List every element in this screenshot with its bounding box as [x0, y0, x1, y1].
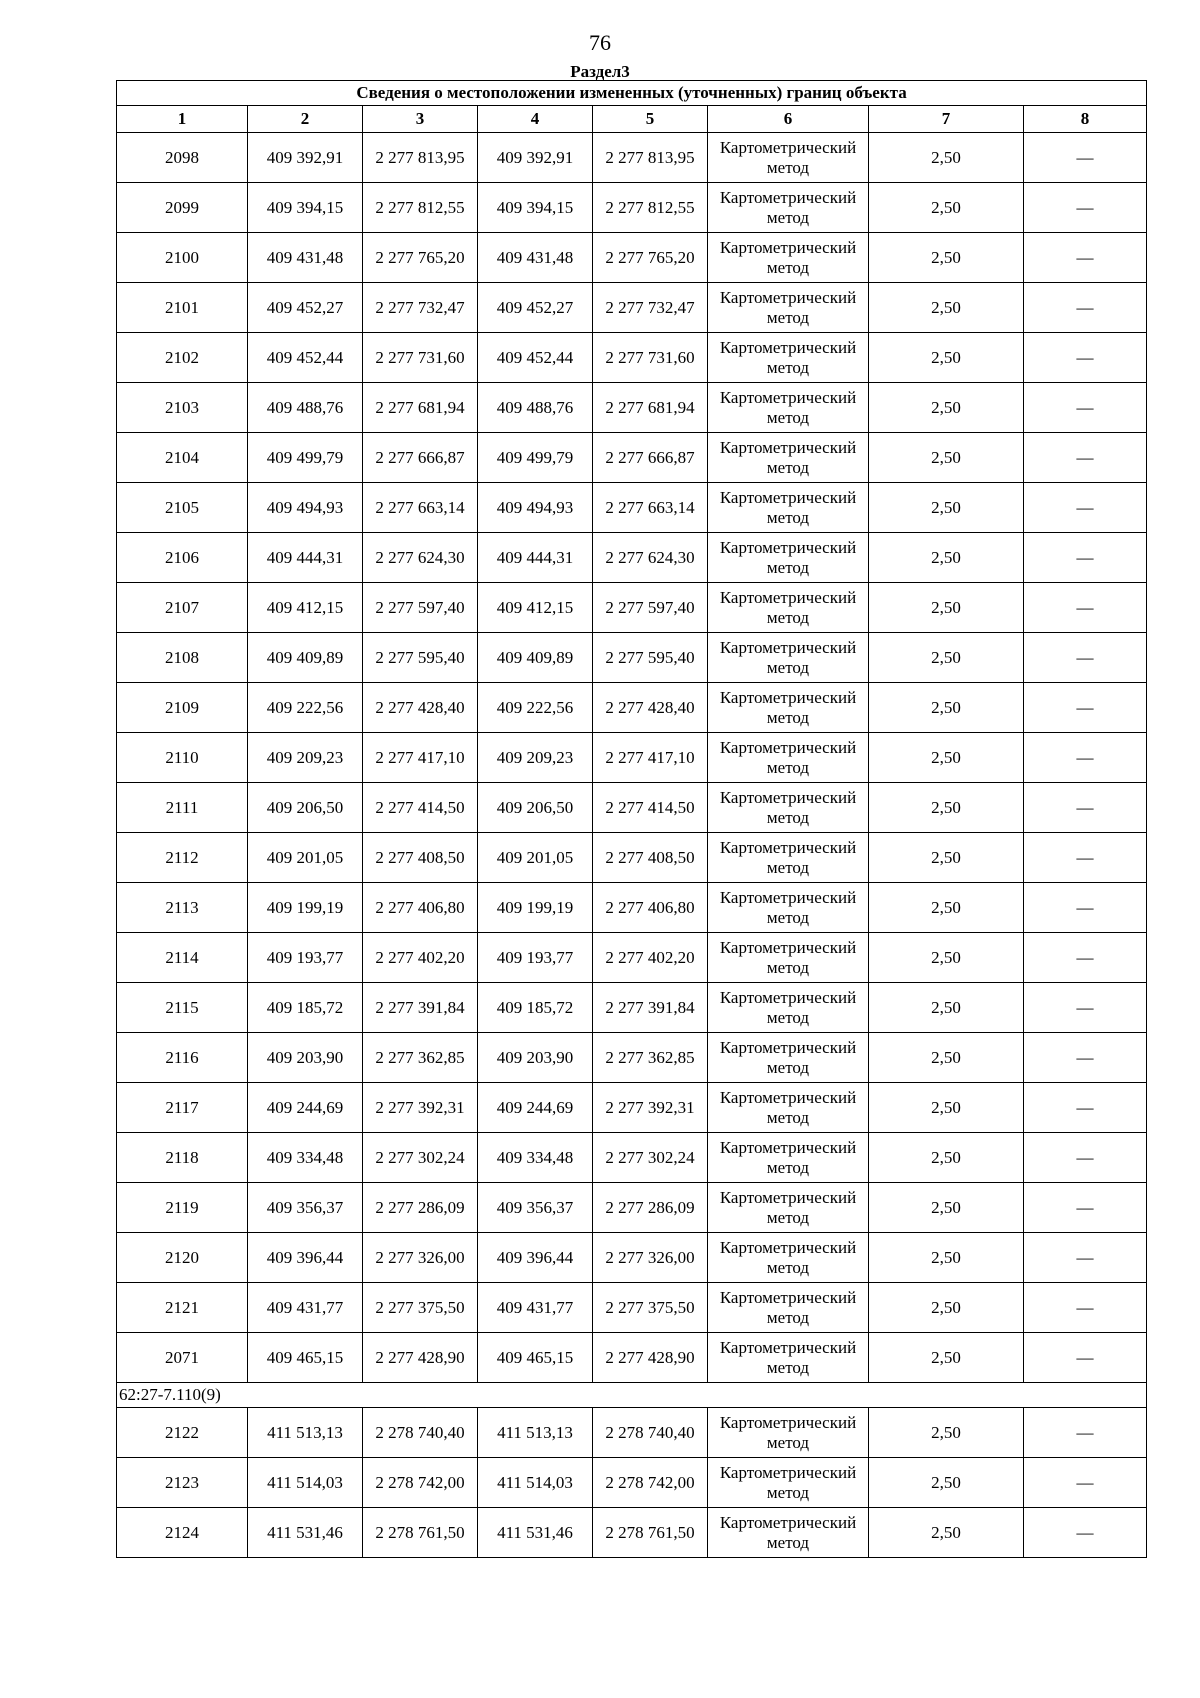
point-number-cell: 2111	[117, 783, 248, 833]
accuracy-cell: 2,50	[869, 583, 1024, 633]
note-cell: —	[1024, 883, 1147, 933]
note-cell: —	[1024, 1458, 1147, 1508]
note-cell: —	[1024, 1033, 1147, 1083]
coordinate-cell: 409 356,37	[248, 1183, 363, 1233]
table-row	[117, 283, 1147, 333]
coordinate-cell: 409 499,79	[248, 433, 363, 483]
point-number-cell: 2120	[117, 1233, 248, 1283]
coordinate-cell: 2 277 428,40	[363, 683, 478, 733]
coordinate-cell: 2 277 597,40	[363, 583, 478, 633]
coordinate-cell: 409 431,48	[478, 233, 593, 283]
table-row	[117, 1508, 1147, 1558]
coordinate-cell: 409 206,50	[248, 783, 363, 833]
point-number-cell: 2118	[117, 1133, 248, 1183]
accuracy-cell: 2,50	[869, 683, 1024, 733]
coordinate-cell: 409 409,89	[248, 633, 363, 683]
method-cell: Картометрический метод	[708, 1133, 869, 1183]
method-cell: Картометрический метод	[708, 383, 869, 433]
coordinate-cell: 2 277 408,50	[363, 833, 478, 883]
coordinate-cell: 409 465,15	[478, 1333, 593, 1383]
table-row	[117, 1233, 1147, 1283]
coordinate-cell: 2 277 391,84	[363, 983, 478, 1033]
method-cell: Картометрический метод	[708, 883, 869, 933]
table-row	[117, 933, 1147, 983]
coordinate-cell: 409 193,77	[248, 933, 363, 983]
coordinate-cell: 409 201,05	[478, 833, 593, 883]
coordinate-cell: 409 392,91	[478, 133, 593, 183]
note-cell: —	[1024, 783, 1147, 833]
note-cell: —	[1024, 1333, 1147, 1383]
coordinate-cell: 409 452,27	[248, 283, 363, 333]
coordinate-cell: 2 277 812,55	[593, 183, 708, 233]
table-row	[117, 883, 1147, 933]
table-row	[117, 483, 1147, 533]
table-row	[117, 783, 1147, 833]
coordinate-cell: 2 277 417,10	[363, 733, 478, 783]
point-number-cell: 2103	[117, 383, 248, 433]
coordinate-cell: 409 185,72	[478, 983, 593, 1033]
coordinate-cell: 2 278 742,00	[363, 1458, 478, 1508]
table-row	[117, 183, 1147, 233]
column-number: 3	[363, 106, 478, 133]
coordinate-cell: 2 277 402,20	[593, 933, 708, 983]
note-cell: —	[1024, 1233, 1147, 1283]
coordinate-cell: 409 193,77	[478, 933, 593, 983]
coordinate-cell: 2 277 406,80	[593, 883, 708, 933]
point-number-cell: 2124	[117, 1508, 248, 1558]
note-cell: —	[1024, 733, 1147, 783]
method-cell: Картометрический метод	[708, 283, 869, 333]
coordinate-cell: 409 222,56	[248, 683, 363, 733]
accuracy-cell: 2,50	[869, 1408, 1024, 1458]
coordinate-cell: 411 531,46	[478, 1508, 593, 1558]
coordinate-cell: 2 277 406,80	[363, 883, 478, 933]
note-cell: —	[1024, 683, 1147, 733]
coordinate-cell: 2 277 414,50	[593, 783, 708, 833]
coordinate-cell: 2 277 595,40	[363, 633, 478, 683]
accuracy-cell: 2,50	[869, 1133, 1024, 1183]
accuracy-cell: 2,50	[869, 1183, 1024, 1233]
coordinate-cell: 409 203,90	[478, 1033, 593, 1083]
coordinate-cell: 409 431,48	[248, 233, 363, 283]
method-cell: Картометрический метод	[708, 1283, 869, 1333]
coordinate-cell: 2 277 731,60	[593, 333, 708, 383]
coordinate-cell: 2 277 428,90	[593, 1333, 708, 1383]
column-number: 8	[1024, 106, 1147, 133]
note-cell: —	[1024, 633, 1147, 683]
coordinate-cell: 2 277 732,47	[593, 283, 708, 333]
method-cell: Картометрический метод	[708, 1033, 869, 1083]
method-cell: Картометрический метод	[708, 133, 869, 183]
note-cell: —	[1024, 233, 1147, 283]
coordinate-cell: 2 277 428,90	[363, 1333, 478, 1383]
coordinate-cell: 2 277 597,40	[593, 583, 708, 633]
method-cell: Картометрический метод	[708, 983, 869, 1033]
table-row	[117, 633, 1147, 683]
coordinate-cell: 2 277 302,24	[363, 1133, 478, 1183]
table-row	[117, 683, 1147, 733]
note-cell: —	[1024, 433, 1147, 483]
coordinate-cell: 2 277 666,87	[593, 433, 708, 483]
coordinate-cell: 2 277 417,10	[593, 733, 708, 783]
accuracy-cell: 2,50	[869, 1458, 1024, 1508]
point-number-cell: 2106	[117, 533, 248, 583]
point-number-cell: 2101	[117, 283, 248, 333]
point-number-cell: 2109	[117, 683, 248, 733]
point-number-cell: 2104	[117, 433, 248, 483]
coordinate-cell: 409 396,44	[248, 1233, 363, 1283]
note-cell: —	[1024, 333, 1147, 383]
coordinate-cell: 2 277 624,30	[363, 533, 478, 583]
table-row	[117, 1183, 1147, 1233]
point-number-cell: 2112	[117, 833, 248, 883]
coordinate-cell: 409 199,19	[478, 883, 593, 933]
coordinate-cell: 2 277 414,50	[363, 783, 478, 833]
coordinate-cell: 409 334,48	[478, 1133, 593, 1183]
accuracy-cell: 2,50	[869, 433, 1024, 483]
note-cell: —	[1024, 1508, 1147, 1558]
coordinate-cell: 409 199,19	[248, 883, 363, 933]
method-cell: Картометрический метод	[708, 1508, 869, 1558]
coordinate-cell: 411 514,03	[248, 1458, 363, 1508]
note-cell: —	[1024, 833, 1147, 883]
method-cell: Картометрический метод	[708, 1408, 869, 1458]
coordinate-cell: 409 244,69	[248, 1083, 363, 1133]
note-cell: —	[1024, 483, 1147, 533]
coordinate-cell: 2 278 740,40	[363, 1408, 478, 1458]
accuracy-cell: 2,50	[869, 783, 1024, 833]
coordinate-cell: 2 277 663,14	[363, 483, 478, 533]
accuracy-cell: 2,50	[869, 383, 1024, 433]
coordinate-cell: 2 277 765,20	[593, 233, 708, 283]
coordinate-cell: 2 277 392,31	[363, 1083, 478, 1133]
table-row	[117, 833, 1147, 883]
method-cell: Картометрический метод	[708, 533, 869, 583]
coordinate-cell: 2 277 375,50	[593, 1283, 708, 1333]
note-cell: —	[1024, 383, 1147, 433]
table-row	[117, 533, 1147, 583]
point-number-cell: 2113	[117, 883, 248, 933]
coordinate-cell: 2 277 326,00	[363, 1233, 478, 1283]
accuracy-cell: 2,50	[869, 1333, 1024, 1383]
table-caption-row	[117, 81, 1147, 106]
method-cell: Картометрический метод	[708, 333, 869, 383]
note-cell: —	[1024, 1408, 1147, 1458]
note-cell: —	[1024, 133, 1147, 183]
coordinate-cell: 411 513,13	[248, 1408, 363, 1458]
coordinate-cell: 409 394,15	[248, 183, 363, 233]
accuracy-cell: 2,50	[869, 1033, 1024, 1083]
coordinate-cell: 409 334,48	[248, 1133, 363, 1183]
point-number-cell: 2108	[117, 633, 248, 683]
accuracy-cell: 2,50	[869, 1233, 1024, 1283]
coordinate-cell: 409 244,69	[478, 1083, 593, 1133]
coordinate-cell: 2 277 595,40	[593, 633, 708, 683]
coordinate-cell: 2 277 302,24	[593, 1133, 708, 1183]
accuracy-cell: 2,50	[869, 183, 1024, 233]
point-number-cell: 2123	[117, 1458, 248, 1508]
coordinate-cell: 2 278 740,40	[593, 1408, 708, 1458]
method-cell: Картометрический метод	[708, 1183, 869, 1233]
point-number-cell: 2105	[117, 483, 248, 533]
table-row	[117, 1083, 1147, 1133]
accuracy-cell: 2,50	[869, 533, 1024, 583]
note-cell: —	[1024, 983, 1147, 1033]
coordinate-cell: 409 444,31	[478, 533, 593, 583]
method-cell: Картометрический метод	[708, 483, 869, 533]
section-title: Раздел3	[570, 62, 630, 81]
coordinate-cell: 409 465,15	[248, 1333, 363, 1383]
point-number-cell: 2114	[117, 933, 248, 983]
group-label: 62:27-7.110(9)	[117, 1383, 1147, 1408]
coordinate-cell: 2 277 812,55	[363, 183, 478, 233]
coordinate-cell: 2 277 326,00	[593, 1233, 708, 1283]
coordinate-cell: 2 277 286,09	[363, 1183, 478, 1233]
coordinate-cell: 409 452,27	[478, 283, 593, 333]
method-cell: Картометрический метод	[708, 783, 869, 833]
coordinate-cell: 2 277 731,60	[363, 333, 478, 383]
coordinate-cell: 2 277 681,94	[363, 383, 478, 433]
coordinate-cell: 409 209,23	[478, 733, 593, 783]
table-row	[117, 233, 1147, 283]
table-row	[117, 583, 1147, 633]
coordinate-cell: 409 394,15	[478, 183, 593, 233]
coordinate-cell: 2 277 813,95	[363, 133, 478, 183]
column-number: 1	[117, 106, 248, 133]
method-cell: Картометрический метод	[708, 1233, 869, 1283]
point-number-cell: 2100	[117, 233, 248, 283]
table-row	[117, 133, 1147, 183]
accuracy-cell: 2,50	[869, 1083, 1024, 1133]
table-row	[117, 733, 1147, 783]
coordinate-cell: 409 396,44	[478, 1233, 593, 1283]
method-cell: Картометрический метод	[708, 683, 869, 733]
coordinate-cell: 2 277 392,31	[593, 1083, 708, 1133]
table-row	[117, 1408, 1147, 1458]
accuracy-cell: 2,50	[869, 1283, 1024, 1333]
coordinate-cell: 411 514,03	[478, 1458, 593, 1508]
table-body	[117, 133, 1147, 1558]
coordinate-cell: 2 277 391,84	[593, 983, 708, 1033]
column-number: 5	[593, 106, 708, 133]
note-cell: —	[1024, 283, 1147, 333]
coordinate-cell: 409 488,76	[248, 383, 363, 433]
method-cell: Картометрический метод	[708, 233, 869, 283]
point-number-cell: 2110	[117, 733, 248, 783]
coordinate-cell: 409 412,15	[248, 583, 363, 633]
accuracy-cell: 2,50	[869, 983, 1024, 1033]
note-cell: —	[1024, 183, 1147, 233]
coordinate-cell: 409 392,91	[248, 133, 363, 183]
coordinate-cell: 409 452,44	[248, 333, 363, 383]
point-number-cell: 2121	[117, 1283, 248, 1333]
coordinate-cell: 409 222,56	[478, 683, 593, 733]
column-number: 2	[248, 106, 363, 133]
note-cell: —	[1024, 1283, 1147, 1333]
accuracy-cell: 2,50	[869, 1508, 1024, 1558]
method-cell: Картометрический метод	[708, 1083, 869, 1133]
coordinate-cell: 2 278 761,50	[593, 1508, 708, 1558]
coordinate-cell: 409 356,37	[478, 1183, 593, 1233]
accuracy-cell: 2,50	[869, 283, 1024, 333]
method-cell: Картометрический метод	[708, 633, 869, 683]
table-row	[117, 383, 1147, 433]
coordinate-cell: 2 278 742,00	[593, 1458, 708, 1508]
table-caption: Сведения о местоположении измененных (уточненных) границ объекта	[117, 81, 1147, 106]
coordinate-cell: 409 203,90	[248, 1033, 363, 1083]
table-row	[117, 433, 1147, 483]
method-cell: Картометрический метод	[708, 733, 869, 783]
coordinate-cell: 409 444,31	[248, 533, 363, 583]
note-cell: —	[1024, 583, 1147, 633]
column-number: 6	[708, 106, 869, 133]
coordinate-cell: 2 278 761,50	[363, 1508, 478, 1558]
point-number-cell: 2115	[117, 983, 248, 1033]
coordinate-cell: 2 277 375,50	[363, 1283, 478, 1333]
coordinate-cell: 2 277 813,95	[593, 133, 708, 183]
table-row	[117, 1333, 1147, 1383]
note-cell: —	[1024, 1183, 1147, 1233]
accuracy-cell: 2,50	[869, 483, 1024, 533]
coordinate-cell: 409 494,93	[248, 483, 363, 533]
accuracy-cell: 2,50	[869, 633, 1024, 683]
column-number: 4	[478, 106, 593, 133]
point-number-cell: 2122	[117, 1408, 248, 1458]
accuracy-cell: 2,50	[869, 233, 1024, 283]
coordinate-cell: 2 277 408,50	[593, 833, 708, 883]
coordinate-cell: 2 277 624,30	[593, 533, 708, 583]
point-number-cell: 2107	[117, 583, 248, 633]
accuracy-cell: 2,50	[869, 933, 1024, 983]
coordinate-cell: 2 277 362,85	[363, 1033, 478, 1083]
table-row	[117, 1458, 1147, 1508]
method-cell: Картометрический метод	[708, 933, 869, 983]
accuracy-cell: 2,50	[869, 833, 1024, 883]
coordinate-cell: 2 277 286,09	[593, 1183, 708, 1233]
coordinate-cell: 409 499,79	[478, 433, 593, 483]
coordinate-cell: 2 277 681,94	[593, 383, 708, 433]
coordinate-cell: 409 452,44	[478, 333, 593, 383]
table-row	[117, 983, 1147, 1033]
accuracy-cell: 2,50	[869, 333, 1024, 383]
accuracy-cell: 2,50	[869, 133, 1024, 183]
coordinate-cell: 411 531,46	[248, 1508, 363, 1558]
coordinate-cell: 409 209,23	[248, 733, 363, 783]
coordinate-cell: 2 277 666,87	[363, 433, 478, 483]
note-cell: —	[1024, 1133, 1147, 1183]
point-number-cell: 2071	[117, 1333, 248, 1383]
coordinate-cell: 411 513,13	[478, 1408, 593, 1458]
point-number-cell: 2119	[117, 1183, 248, 1233]
coordinate-cell: 409 201,05	[248, 833, 363, 883]
coordinate-cell: 2 277 402,20	[363, 933, 478, 983]
note-cell: —	[1024, 933, 1147, 983]
table-row	[117, 1283, 1147, 1333]
method-cell: Картометрический метод	[708, 1458, 869, 1508]
method-cell: Картометрический метод	[708, 1333, 869, 1383]
group-row	[117, 1383, 1147, 1408]
note-cell: —	[1024, 533, 1147, 583]
note-cell: —	[1024, 1083, 1147, 1133]
method-cell: Картометрический метод	[708, 583, 869, 633]
coordinate-cell: 409 431,77	[478, 1283, 593, 1333]
coordinate-cell: 409 409,89	[478, 633, 593, 683]
coordinate-cell: 409 488,76	[478, 383, 593, 433]
method-cell: Картометрический метод	[708, 833, 869, 883]
coordinate-cell: 2 277 765,20	[363, 233, 478, 283]
coordinate-cell: 409 431,77	[248, 1283, 363, 1333]
table-row	[117, 333, 1147, 383]
method-cell: Картометрический метод	[708, 183, 869, 233]
table-row	[117, 1133, 1147, 1183]
accuracy-cell: 2,50	[869, 883, 1024, 933]
column-number-row	[117, 106, 1147, 133]
accuracy-cell: 2,50	[869, 733, 1024, 783]
point-number-cell: 2116	[117, 1033, 248, 1083]
coordinates-table	[116, 80, 1147, 1558]
coordinate-cell: 2 277 732,47	[363, 283, 478, 333]
method-cell: Картометрический метод	[708, 433, 869, 483]
point-number-cell: 2102	[117, 333, 248, 383]
coordinate-cell: 409 412,15	[478, 583, 593, 633]
coordinate-cell: 409 494,93	[478, 483, 593, 533]
point-number-cell: 2099	[117, 183, 248, 233]
coordinate-cell: 2 277 428,40	[593, 683, 708, 733]
page-number: 76	[589, 30, 611, 55]
coordinate-cell: 2 277 663,14	[593, 483, 708, 533]
column-number: 7	[869, 106, 1024, 133]
point-number-cell: 2098	[117, 133, 248, 183]
coordinate-cell: 409 185,72	[248, 983, 363, 1033]
table-row	[117, 1033, 1147, 1083]
point-number-cell: 2117	[117, 1083, 248, 1133]
coordinate-cell: 409 206,50	[478, 783, 593, 833]
coordinate-cell: 2 277 362,85	[593, 1033, 708, 1083]
